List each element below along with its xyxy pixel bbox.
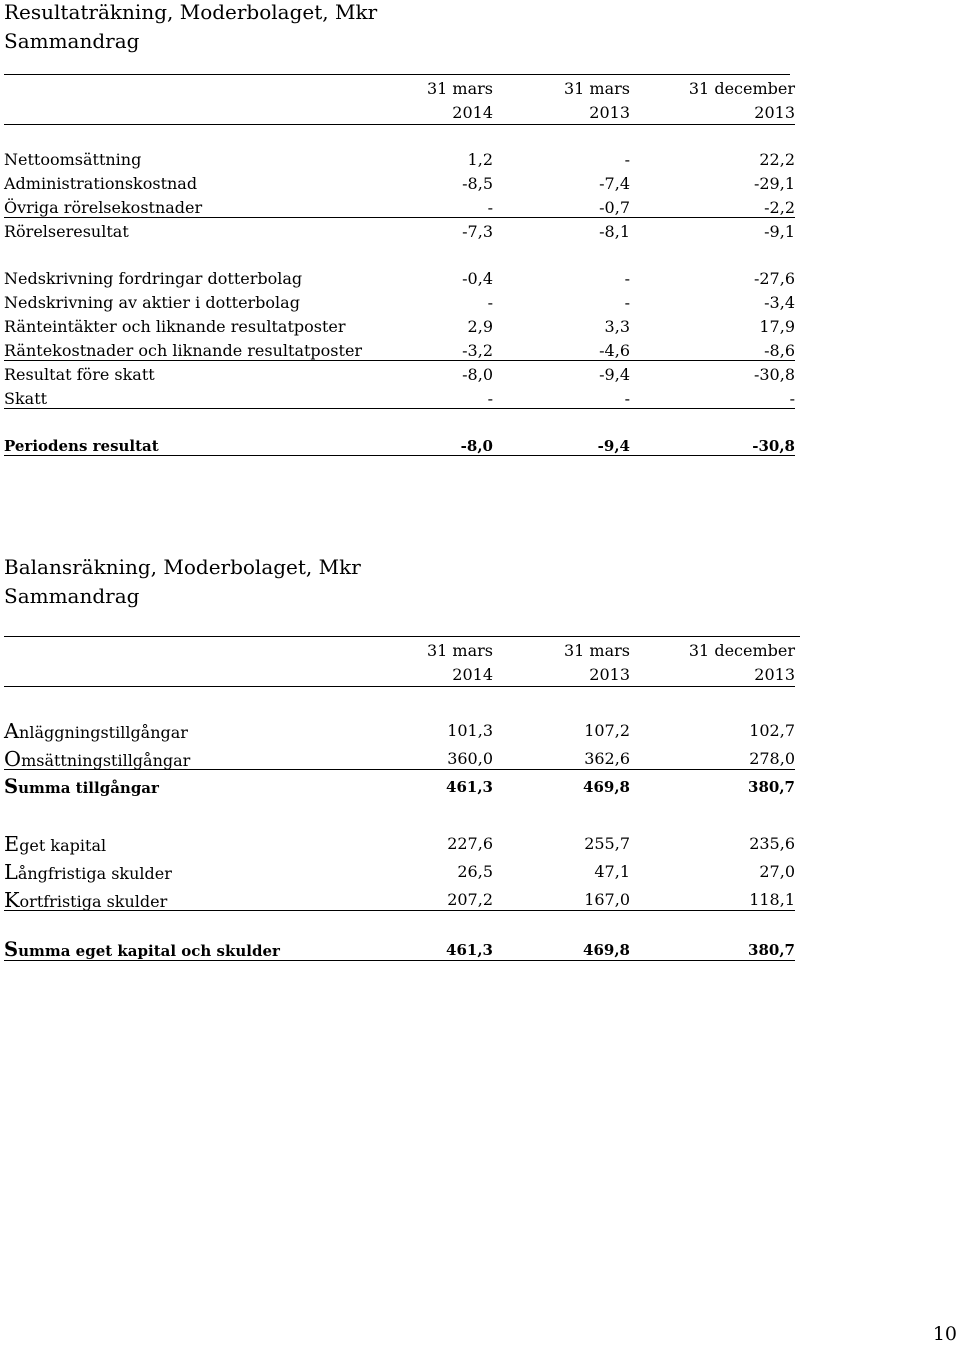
row-label: Administrationskostnad — [4, 174, 198, 193]
value-col2: - — [624, 389, 630, 408]
header-year-line — [0, 663, 960, 687]
value-col3: -9,1 — [764, 222, 795, 241]
value-col2: - — [624, 150, 630, 169]
value-col3: -30,8 — [753, 365, 795, 384]
value-col2: 255,7 — [584, 834, 630, 853]
table-row — [0, 148, 960, 172]
balance-top-rule — [4, 636, 800, 637]
value-col2: - — [624, 293, 630, 312]
value-col1: 227,6 — [447, 834, 493, 853]
value-col1: 207,2 — [447, 890, 493, 909]
table-row — [0, 858, 960, 886]
value-col1: -3,2 — [462, 341, 493, 360]
table-row — [0, 220, 960, 244]
table-row — [0, 745, 960, 773]
value-col1: - — [487, 293, 493, 312]
table-row — [0, 886, 960, 914]
income-column-headers — [0, 77, 960, 125]
value-col1: 1,2 — [467, 150, 493, 169]
value-col2: -9,4 — [597, 437, 630, 455]
value-col1: -8,0 — [462, 365, 493, 384]
value-col2: -9,4 — [599, 365, 630, 384]
table-row — [0, 387, 960, 411]
row-label: Anläggningstillgångar — [4, 719, 188, 743]
value-col1: - — [487, 389, 493, 408]
row-label: Övriga rörelsekostnader — [4, 198, 203, 217]
column-header-period: 31 december — [688, 79, 795, 98]
value-col2: 107,2 — [584, 721, 630, 740]
income-statement-title: Resultaträkning, Moderbolaget, Mkr — [4, 0, 378, 24]
value-col3: 27,0 — [759, 862, 795, 881]
table-row — [0, 363, 960, 387]
column-header-period: 31 mars — [426, 641, 493, 660]
table-row — [0, 315, 960, 339]
value-col3: -30,8 — [752, 437, 795, 455]
value-col1: -7,3 — [462, 222, 493, 241]
value-col1: 101,3 — [447, 721, 493, 740]
value-col2: 469,8 — [583, 941, 630, 959]
value-col2: 3,3 — [604, 317, 630, 336]
value-col2: - — [624, 269, 630, 288]
value-col3: 118,1 — [749, 890, 795, 909]
value-col2: 469,8 — [583, 778, 630, 796]
row-label: Nedskrivning fordringar dotterbolag — [4, 269, 303, 288]
balance-sheet-subtitle: Sammandrag — [4, 584, 140, 608]
column-header-period: 31 mars — [563, 79, 630, 98]
value-col1: -8,5 — [462, 174, 493, 193]
value-col2: 362,6 — [584, 749, 630, 768]
value-col1: 461,3 — [446, 941, 493, 959]
value-col3: - — [789, 389, 795, 408]
value-col1: 26,5 — [457, 862, 493, 881]
column-header-year: 2013 — [754, 103, 795, 122]
column-header-year: 2014 — [452, 665, 493, 684]
value-col3: 380,7 — [748, 941, 795, 959]
row-spacer — [0, 244, 960, 267]
page-number: 10 — [932, 1323, 957, 1345]
value-col3: 102,7 — [749, 721, 795, 740]
balance-sheet-title: Balansräkning, Moderbolaget, Mkr — [4, 555, 361, 579]
column-header-year: 2013 — [754, 665, 795, 684]
row-label: Räntekostnader och liknande resultatposter — [4, 341, 363, 360]
income-statement-table — [0, 148, 960, 458]
value-col2: -4,6 — [599, 341, 630, 360]
row-label: Summa tillgångar — [4, 775, 159, 798]
income-statement-subtitle: Sammandrag — [4, 29, 140, 53]
total-row — [0, 434, 960, 458]
row-label: Periodens resultat — [4, 437, 159, 455]
income-statement-title-block — [4, 0, 377, 56]
column-header-period: 31 mars — [426, 79, 493, 98]
value-col3: -8,6 — [764, 341, 795, 360]
row-label: Nedskrivning av aktier i dotterbolag — [4, 293, 300, 312]
row-label: Skatt — [4, 389, 48, 408]
value-col2: 47,1 — [594, 862, 630, 881]
row-label: Omsättningstillgångar — [4, 747, 191, 771]
row-label: Summa eget kapital och skulder — [4, 938, 280, 961]
balance-column-headers — [0, 639, 960, 687]
row-label: Rörelseresultat — [4, 222, 129, 241]
value-col1: -8,0 — [460, 437, 493, 455]
row-label: Ränteintäkter och liknande resultatposter — [4, 317, 346, 336]
row-spacer — [0, 801, 960, 830]
value-col3: 278,0 — [749, 749, 795, 768]
header-year-line — [0, 101, 960, 125]
table-row — [0, 830, 960, 858]
total-row — [0, 773, 960, 801]
value-col3: -27,6 — [753, 269, 795, 288]
value-col1: -0,4 — [462, 269, 493, 288]
table-row — [0, 196, 960, 220]
header-period-line — [0, 639, 960, 663]
value-col3: -29,1 — [753, 174, 795, 193]
table-row — [0, 291, 960, 315]
balance-sheet-table — [0, 717, 960, 964]
table-row — [0, 717, 960, 745]
value-col2: 167,0 — [584, 890, 630, 909]
table-row — [0, 172, 960, 196]
row-spacer — [0, 411, 960, 434]
header-period-line — [0, 77, 960, 101]
value-col1: 360,0 — [447, 749, 493, 768]
row-label: Långfristiga skulder — [4, 860, 172, 884]
value-col3: 380,7 — [748, 778, 795, 796]
table-row — [0, 339, 960, 363]
column-header-period: 31 mars — [563, 641, 630, 660]
row-label: Nettoomsättning — [4, 150, 142, 169]
row-label: Eget kapital — [4, 832, 107, 856]
column-header-year: 2014 — [452, 103, 493, 122]
value-col3: 17,9 — [759, 317, 795, 336]
value-col1: 2,9 — [467, 317, 493, 336]
column-header-period: 31 december — [688, 641, 795, 660]
value-col2: -7,4 — [599, 174, 630, 193]
total-row — [0, 936, 960, 964]
income-header-rule — [4, 124, 795, 125]
table-row — [0, 267, 960, 291]
value-col3: 22,2 — [759, 150, 795, 169]
value-col3: 235,6 — [749, 834, 795, 853]
column-header-year: 2013 — [589, 665, 630, 684]
value-col1: - — [487, 198, 493, 217]
value-col3: -3,4 — [764, 293, 795, 312]
value-col3: -2,2 — [764, 198, 795, 217]
column-header-year: 2013 — [589, 103, 630, 122]
row-spacer — [0, 914, 960, 936]
balance-header-rule — [4, 686, 795, 687]
row-label: Resultat före skatt — [4, 365, 155, 384]
value-col2: -8,1 — [599, 222, 630, 241]
row-label: Kortfristiga skulder — [4, 888, 168, 912]
value-col2: -0,7 — [599, 198, 630, 217]
balance-sheet-title-block — [4, 553, 361, 611]
value-col1: 461,3 — [446, 778, 493, 796]
income-top-rule — [4, 74, 790, 75]
